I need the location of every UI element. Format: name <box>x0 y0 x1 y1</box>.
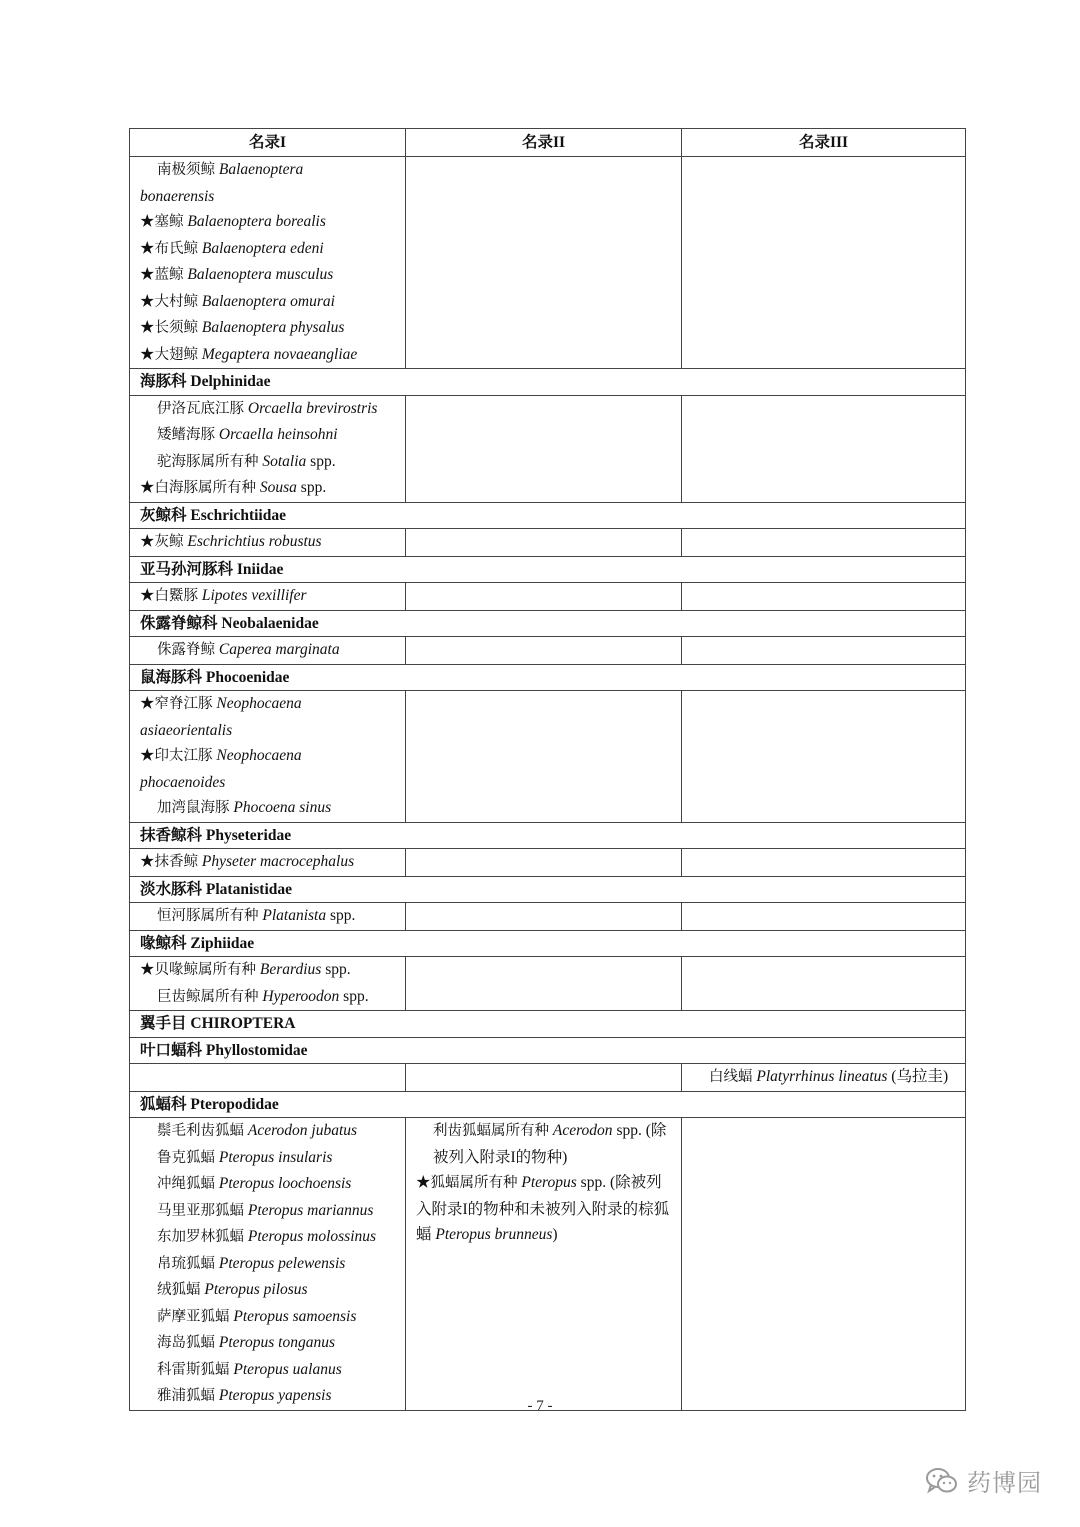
appendix-1-cell <box>130 1064 406 1092</box>
appendix-3-cell <box>682 903 966 931</box>
species-name-zh: 矮鳍海豚 <box>157 427 215 443</box>
species-row <box>130 637 966 665</box>
family-heading <box>130 1091 966 1118</box>
species-name-zh: 驼海豚属所有种 <box>157 453 259 470</box>
species-name-zh: ★大翅鲸 <box>140 346 198 363</box>
species-name-zh: ★布氏鲸 <box>140 240 198 257</box>
species-name-sci: Balaenoptera borealis <box>187 213 326 230</box>
species-name-zh: ★窄脊江豚 <box>140 696 213 712</box>
family-name-latin: Neobalaenidae <box>221 614 319 632</box>
family-heading <box>130 876 966 903</box>
species-entry <box>140 1198 395 1225</box>
species-name-sci: Neophocaena <box>216 747 302 764</box>
appendix-1-cell <box>130 157 406 369</box>
species-row <box>130 157 966 369</box>
species-entry <box>140 529 395 556</box>
species-entry <box>140 1145 395 1172</box>
species-name-sci: Acerodon <box>552 1122 613 1139</box>
family-heading <box>130 1037 966 1064</box>
species-name-zh: 巨齿鲸属所有种 <box>157 988 259 1005</box>
species-name-sci: Megaptera novaeangliae <box>201 345 358 363</box>
family-row <box>130 876 966 903</box>
appendix-3-cell <box>682 957 966 1011</box>
species-entry <box>140 1171 395 1198</box>
table-header-row <box>130 129 966 157</box>
appendix-3-cell <box>682 691 966 823</box>
appendix-2-cell <box>406 849 682 877</box>
species-name-sci: Lipotes vexillifer <box>201 587 307 604</box>
family-name-zh: 叶口蝠科 <box>140 1041 203 1059</box>
appendix-1-cell <box>130 529 406 557</box>
species-entry <box>140 289 395 316</box>
species-name-zh: 科雷斯狐蝠 <box>157 1361 230 1378</box>
species-name-sci: Balaenoptera <box>218 161 304 178</box>
appendix-1-cell <box>130 691 406 823</box>
header-appendix-2: 名录II <box>406 129 682 157</box>
appendix-3-cell <box>682 157 966 369</box>
family-row <box>130 502 966 529</box>
species-name-sci: Pteropus samoensis <box>233 1307 357 1325</box>
species-name-sci: Pteropus brunneus <box>435 1226 553 1243</box>
species-name-zh: 马里亚那狐蝠 <box>157 1202 244 1219</box>
species-name-zh: ★狐蝠属所有种 <box>416 1175 518 1191</box>
species-entry <box>140 1357 395 1384</box>
species-name-sci: bonaerensis <box>140 187 215 205</box>
species-name-sci: Pteropus <box>521 1174 577 1191</box>
table-body <box>130 157 966 1411</box>
appendix-3-cell <box>682 583 966 611</box>
appendix-3-cell <box>682 637 966 665</box>
species-name-sci: Eschrichtius robustus <box>187 533 322 550</box>
appendix-1-cell <box>130 957 406 1011</box>
species-row <box>130 849 966 877</box>
species-entry <box>140 449 395 476</box>
species-entry <box>140 957 395 984</box>
family-name-latin: Eschrichtiidae <box>190 506 286 524</box>
family-row <box>130 1091 966 1118</box>
species-name-sci: asiaeorientalis <box>140 721 233 739</box>
family-heading <box>130 822 966 849</box>
species-name-zh: 东加罗林狐蝠 <box>157 1229 244 1245</box>
species-entry <box>140 1277 395 1304</box>
species-entry <box>416 1118 671 1170</box>
family-name-latin: Phocoenidae <box>205 668 290 686</box>
species-entry <box>140 475 395 502</box>
species-entry <box>140 743 395 770</box>
appendix-2-cell <box>406 691 682 823</box>
species-name-zh: ★蓝鲸 <box>140 267 184 283</box>
species-name-sci: Pteropus molossinus <box>247 1228 377 1245</box>
species-name-sci: Platanista <box>262 907 327 924</box>
family-row <box>130 664 966 691</box>
species-note: spp. <box>339 987 369 1005</box>
species-name-zh: 利齿狐蝠属所有种 <box>433 1123 549 1139</box>
species-entry <box>140 770 395 796</box>
family-name-zh: 侏露脊鲸科 <box>140 614 218 632</box>
species-entry <box>140 422 395 449</box>
species-name-sci: Acerodon jubatus <box>247 1122 358 1139</box>
appendix-1-cell <box>130 395 406 502</box>
appendix-3-cell <box>682 529 966 557</box>
family-name-latin: Phyllostomidae <box>205 1041 308 1059</box>
species-entry <box>140 209 395 236</box>
species-entry <box>416 1170 671 1248</box>
species-entry <box>140 396 395 423</box>
species-entry <box>140 342 395 369</box>
species-entry <box>140 262 395 289</box>
species-name-sci: Pteropus pilosus <box>204 1281 308 1298</box>
family-name-zh: 翼手目 <box>140 1015 187 1032</box>
family-row <box>130 930 966 957</box>
species-name-zh: 鬃毛利齿狐蝠 <box>157 1123 244 1139</box>
species-note: spp. <box>321 961 351 978</box>
appendix-3-cell <box>682 1118 966 1411</box>
species-entry <box>140 157 395 184</box>
species-name-sci: Sotalia <box>262 452 307 470</box>
species-name-sci: Phocoena sinus <box>233 799 332 816</box>
species-note: spp. (除被列入附录I的物种) <box>433 1122 667 1166</box>
species-name-sci: Pteropus mariannus <box>247 1201 374 1219</box>
species-entry <box>140 1304 395 1331</box>
species-name-sci: Orcaella brevirostris <box>247 399 378 417</box>
species-name-zh: 伊洛瓦底江豚 <box>157 400 244 417</box>
species-name-zh: 帛琉狐蝠 <box>157 1255 215 1272</box>
family-heading <box>130 1011 966 1038</box>
species-row <box>130 903 966 931</box>
appendix-1-cell <box>130 637 406 665</box>
species-name-zh: 雅浦狐蝠 <box>157 1388 215 1404</box>
family-name-latin: Physeteridae <box>205 826 292 844</box>
species-name-zh: 鲁克狐蝠 <box>157 1149 215 1166</box>
family-name-zh: 鼠海豚科 <box>140 668 203 686</box>
family-name-zh: 抹香鲸科 <box>140 826 203 844</box>
species-entry <box>140 795 395 822</box>
species-name-zh: ★贝喙鲸属所有种 <box>140 962 256 978</box>
family-name-latin: CHIROPTERA <box>190 1015 296 1032</box>
family-row <box>130 610 966 637</box>
species-name-zh: ★塞鲸 <box>140 214 184 230</box>
species-name-sci: Berardius <box>259 961 322 978</box>
species-name-sci: Balaenoptera musculus <box>187 266 334 283</box>
species-entry <box>140 984 395 1011</box>
species-note: spp. <box>326 907 356 924</box>
species-name-zh: ★印太江豚 <box>140 748 213 764</box>
species-name-sci: phocaenoides <box>140 773 226 791</box>
species-entry <box>140 718 395 744</box>
species-name-zh: ★抹香鲸 <box>140 854 198 870</box>
species-entry <box>140 1251 395 1278</box>
appendix-1-cell <box>130 1118 406 1411</box>
species-name-sci: Neophocaena <box>216 695 302 712</box>
species-row <box>130 691 966 823</box>
family-name-latin: Ziphiidae <box>190 934 255 952</box>
species-name-zh: ★灰鲸 <box>140 534 184 550</box>
family-name-zh: 海豚科 <box>140 373 187 390</box>
species-name-sci: Pteropus tonganus <box>218 1334 335 1351</box>
species-entry <box>692 1064 955 1091</box>
species-name-zh: 加湾鼠海豚 <box>157 800 230 816</box>
watermark-text: 药博园 <box>967 1469 1042 1497</box>
appendix-2-cell <box>406 637 682 665</box>
family-heading <box>130 369 966 396</box>
header-appendix-3: 名录III <box>682 129 966 157</box>
species-name-zh: ★白海豚属所有种 <box>140 480 256 496</box>
appendix-3-cell <box>682 395 966 502</box>
species-appendix-table <box>129 128 966 1411</box>
species-name-zh: ★大村鲸 <box>140 293 198 310</box>
species-entry <box>140 903 395 930</box>
species-row <box>130 529 966 557</box>
species-name-sci: Balaenoptera edeni <box>201 239 324 257</box>
species-name-zh: 南极须鲸 <box>157 162 215 178</box>
family-name-latin: Platanistidae <box>205 880 293 898</box>
species-name-zh: 白线蝠 <box>709 1069 753 1085</box>
species-entry <box>140 315 395 342</box>
species-note: spp. <box>296 479 327 496</box>
appendix-1-cell <box>130 583 406 611</box>
species-entry <box>140 184 395 210</box>
appendix-2-cell <box>406 1064 682 1092</box>
species-entry <box>140 1330 395 1357</box>
family-name-zh: 灰鲸科 <box>140 506 187 524</box>
watermark <box>925 1463 1042 1498</box>
family-row <box>130 1037 966 1064</box>
family-name-latin: Delphinidae <box>190 373 271 390</box>
family-name-zh: 喙鲸科 <box>140 934 187 952</box>
species-row <box>130 1064 966 1092</box>
family-name-zh: 狐蝠科 <box>140 1095 187 1113</box>
species-name-sci: Sousa <box>259 479 297 496</box>
family-heading <box>130 930 966 957</box>
species-name-sci: Pteropus loochoensis <box>218 1175 352 1192</box>
appendix-3-cell <box>682 849 966 877</box>
species-name-sci: Physeter macrocephalus <box>201 853 355 870</box>
species-name-zh: ★长须鲸 <box>140 320 198 336</box>
species-name-sci: Pteropus insularis <box>218 1148 333 1166</box>
appendix-2-cell <box>406 903 682 931</box>
species-name-sci: Caperea marginata <box>218 641 340 658</box>
species-row <box>130 395 966 502</box>
species-name-zh: 绒狐蝠 <box>157 1282 201 1298</box>
header-appendix-1: 名录I <box>130 129 406 157</box>
species-name-zh: 恒河豚属所有种 <box>157 908 259 924</box>
page-number: - 7 - <box>527 1398 553 1414</box>
appendix-2-cell <box>406 529 682 557</box>
family-heading <box>130 664 966 691</box>
species-name-zh: 侏露脊鲸 <box>157 642 215 658</box>
species-note: spp. (除被列入附录I的物种和未被列入附录的棕狐蝠 <box>416 1174 670 1243</box>
family-name-latin: Iniidae <box>236 560 284 578</box>
species-name-zh: ★白鱀豚 <box>140 588 198 604</box>
family-name-latin: Pteropodidae <box>190 1095 279 1113</box>
family-row <box>130 369 966 396</box>
appendix-2-cell <box>406 157 682 369</box>
species-row <box>130 1118 966 1411</box>
species-name-sci: Platyrrhinus lineatus <box>756 1068 888 1085</box>
appendix-1-cell <box>130 849 406 877</box>
species-name-sci: Orcaella heinsohni <box>218 426 338 443</box>
species-entry <box>140 637 395 664</box>
species-note: (乌拉圭) <box>887 1068 949 1085</box>
wechat-icon <box>925 1466 959 1496</box>
species-name-sci: Balaenoptera omurai <box>201 292 335 310</box>
family-row <box>130 1011 966 1038</box>
species-name-sci: Pteropus pelewensis <box>218 1254 346 1272</box>
appendix-1-cell <box>130 903 406 931</box>
appendix-2-cell <box>406 957 682 1011</box>
species-name-zh: 海岛狐蝠 <box>157 1335 215 1351</box>
species-name-sci: Balaenoptera physalus <box>201 319 345 336</box>
species-row <box>130 957 966 1011</box>
species-entry <box>140 849 395 876</box>
appendix-2-cell <box>406 1118 682 1411</box>
species-name-sci: Pteropus yapensis <box>218 1387 332 1404</box>
appendix-3-cell <box>682 1064 966 1092</box>
appendix-2-cell <box>406 395 682 502</box>
species-entry <box>140 583 395 610</box>
family-row <box>130 822 966 849</box>
family-name-zh: 亚马孙河豚科 <box>140 560 234 578</box>
species-entry <box>140 1224 395 1251</box>
family-name-zh: 淡水豚科 <box>140 880 203 898</box>
species-name-sci: Pteropus ualanus <box>233 1360 342 1378</box>
species-row <box>130 583 966 611</box>
species-entry <box>140 1118 395 1145</box>
species-entry <box>140 236 395 263</box>
species-name-zh: 冲绳狐蝠 <box>157 1176 215 1192</box>
family-heading <box>130 610 966 637</box>
species-name-zh: 萨摩亚狐蝠 <box>157 1308 230 1325</box>
family-heading <box>130 502 966 529</box>
family-heading <box>130 556 966 583</box>
species-entry <box>140 691 395 718</box>
species-name-sci: Hyperoodon <box>262 987 340 1005</box>
species-note: ) <box>552 1226 558 1243</box>
appendix-2-cell <box>406 583 682 611</box>
family-row <box>130 556 966 583</box>
species-note: spp. <box>306 452 336 470</box>
